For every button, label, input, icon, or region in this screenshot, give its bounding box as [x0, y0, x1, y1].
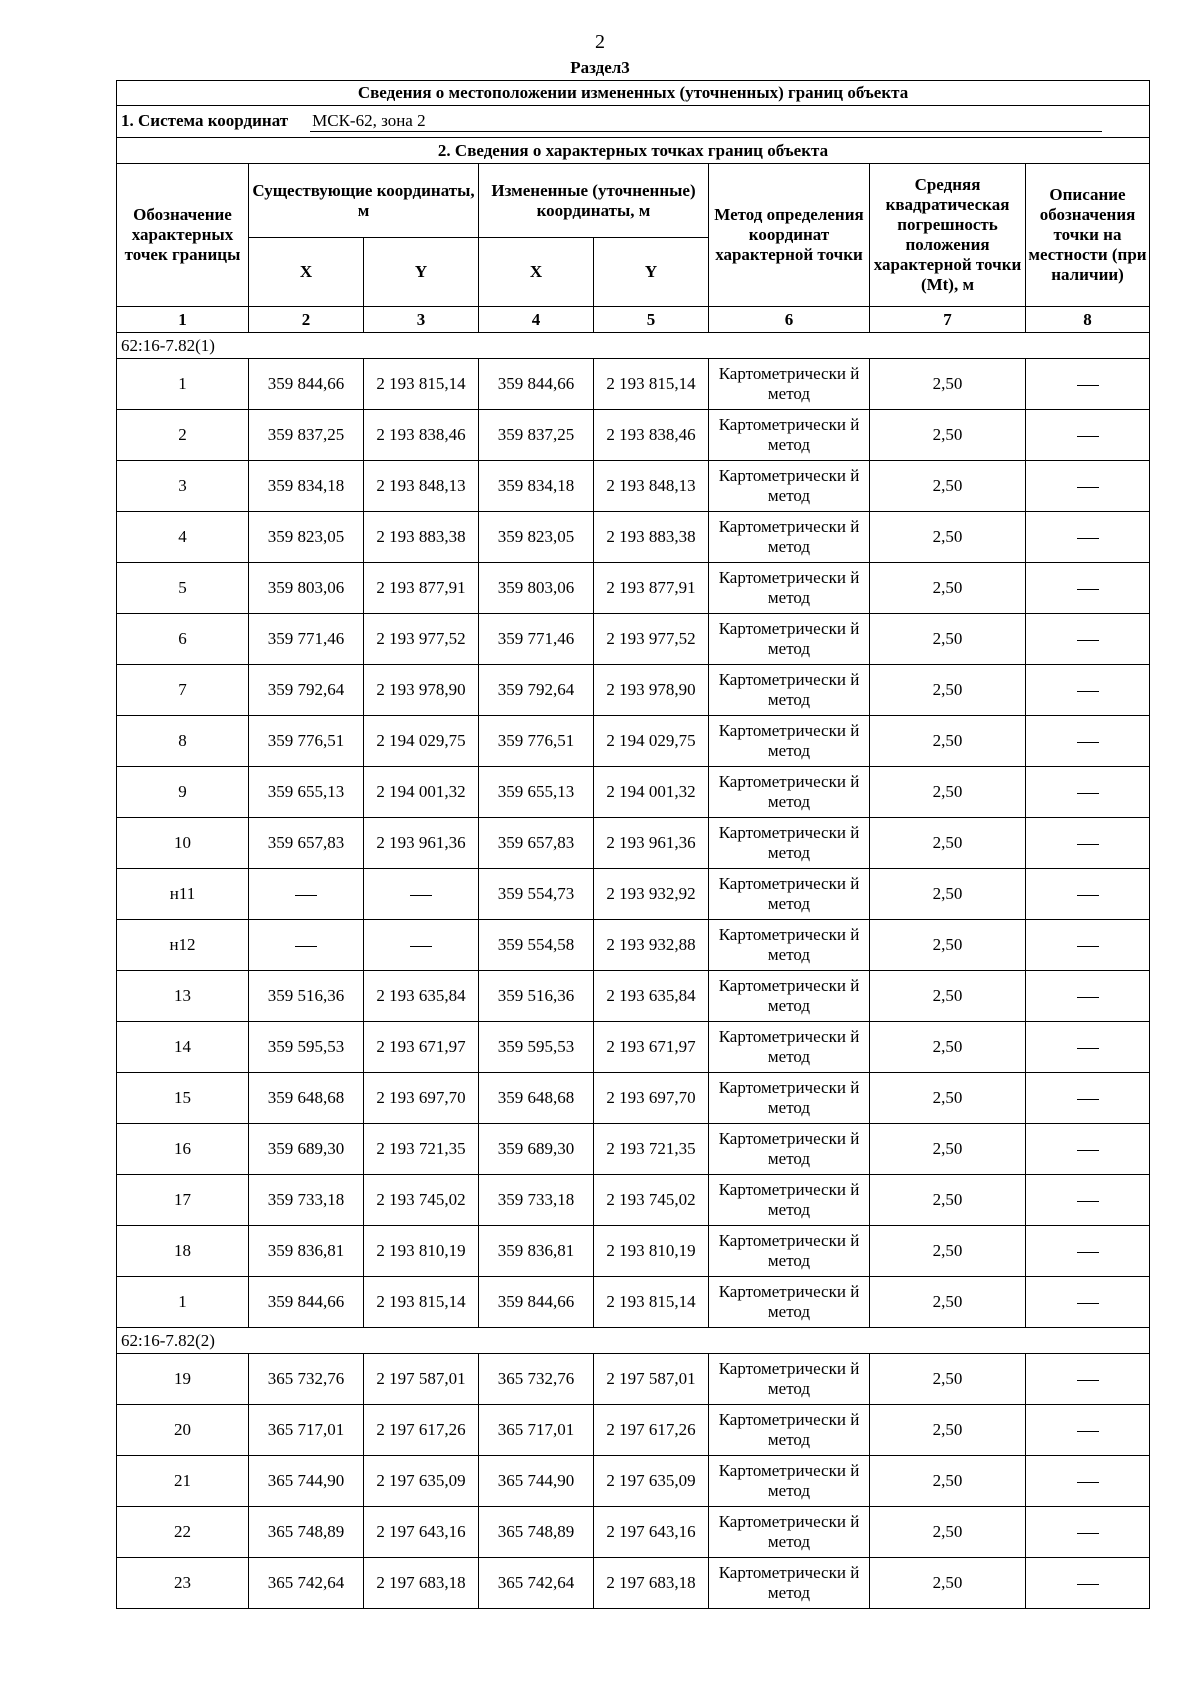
existing-y: 2 193 635,84: [364, 971, 479, 1022]
existing-x: 359 776,51: [249, 716, 364, 767]
description: [1026, 1124, 1150, 1175]
existing-y: 2 193 978,90: [364, 665, 479, 716]
point-number: 9: [117, 767, 249, 818]
description: [1026, 920, 1150, 971]
error-mt: 2,50: [870, 1354, 1026, 1405]
table-row: [117, 1507, 1150, 1558]
boundary-points-table: [116, 80, 1150, 1609]
description: [1026, 410, 1150, 461]
error-mt: 2,50: [870, 512, 1026, 563]
error-mt: 2,50: [870, 971, 1026, 1022]
header-existing-y: Y: [364, 238, 479, 307]
existing-y: 2 193 815,14: [364, 1277, 479, 1328]
changed-x: 359 836,81: [479, 1226, 594, 1277]
points-section-title: 2. Сведения о характерных точках границ объекта: [117, 138, 1150, 164]
table-row: [117, 1073, 1150, 1124]
existing-x: 359 655,13: [249, 767, 364, 818]
existing-x: [249, 869, 364, 920]
header-changed-y: Y: [594, 238, 709, 307]
changed-y: 2 193 961,36: [594, 818, 709, 869]
dash-mark: [1077, 1150, 1099, 1151]
table-title: Сведения о местоположении измененных (уточненных) границ объекта: [117, 81, 1150, 106]
existing-y: 2 197 635,09: [364, 1456, 479, 1507]
table-row: [117, 716, 1150, 767]
method: Картометрически й метод: [709, 1175, 870, 1226]
method: Картометрически й метод: [709, 1456, 870, 1507]
description: [1026, 971, 1150, 1022]
changed-x: 359 655,13: [479, 767, 594, 818]
point-number: 21: [117, 1456, 249, 1507]
changed-y: 2 193 883,38: [594, 512, 709, 563]
point-number: 23: [117, 1558, 249, 1609]
error-mt: 2,50: [870, 1226, 1026, 1277]
group-header-row: [117, 1328, 1150, 1354]
header-description: Описание обозначения точки на местности (при наличии): [1026, 164, 1150, 307]
header-existing-x: X: [249, 238, 364, 307]
error-mt: 2,50: [870, 614, 1026, 665]
table-row: [117, 1226, 1150, 1277]
changed-x: 359 823,05: [479, 512, 594, 563]
point-number: 17: [117, 1175, 249, 1226]
description: [1026, 767, 1150, 818]
dash-mark: [1077, 538, 1099, 539]
point-number: 1: [117, 359, 249, 410]
table-row: [117, 1175, 1150, 1226]
description: [1026, 1226, 1150, 1277]
existing-x: 359 823,05: [249, 512, 364, 563]
changed-x: 365 748,89: [479, 1507, 594, 1558]
col-number: 3: [364, 307, 479, 333]
error-mt: 2,50: [870, 716, 1026, 767]
changed-x: 365 732,76: [479, 1354, 594, 1405]
method: Картометрически й метод: [709, 1354, 870, 1405]
col-number: 6: [709, 307, 870, 333]
description: [1026, 869, 1150, 920]
point-number: 10: [117, 818, 249, 869]
existing-y: 2 193 810,19: [364, 1226, 479, 1277]
column-numbers-row: [117, 307, 1150, 333]
point-number: 19: [117, 1354, 249, 1405]
error-mt: 2,50: [870, 1507, 1026, 1558]
existing-y: 2 193 697,70: [364, 1073, 479, 1124]
group-label: 62:16-7.82(1): [117, 333, 1150, 359]
method: Картометрически й метод: [709, 1277, 870, 1328]
changed-y: 2 193 977,52: [594, 614, 709, 665]
changed-x: 359 689,30: [479, 1124, 594, 1175]
dash-mark: [295, 946, 317, 947]
point-number: 8: [117, 716, 249, 767]
changed-y: 2 194 001,32: [594, 767, 709, 818]
table-row: [117, 461, 1150, 512]
dash-mark: [1077, 1201, 1099, 1202]
method: Картометрически й метод: [709, 512, 870, 563]
method: Картометрически й метод: [709, 1124, 870, 1175]
description: [1026, 818, 1150, 869]
point-number: 20: [117, 1405, 249, 1456]
existing-y: 2 193 848,13: [364, 461, 479, 512]
error-mt: 2,50: [870, 461, 1026, 512]
existing-x: 359 657,83: [249, 818, 364, 869]
table-row: [117, 1022, 1150, 1073]
table-row: [117, 410, 1150, 461]
point-number: 2: [117, 410, 249, 461]
existing-y: 2 193 721,35: [364, 1124, 479, 1175]
existing-y: 2 197 643,16: [364, 1507, 479, 1558]
existing-x: 365 744,90: [249, 1456, 364, 1507]
dash-mark: [1077, 1584, 1099, 1585]
table-row: [117, 1124, 1150, 1175]
changed-y: 2 193 877,91: [594, 563, 709, 614]
point-number: 3: [117, 461, 249, 512]
header-designation: Обозначение характерных точек границы: [117, 164, 249, 307]
header-changed-x: X: [479, 238, 594, 307]
existing-x: 359 648,68: [249, 1073, 364, 1124]
point-number: 13: [117, 971, 249, 1022]
changed-y: 2 197 643,16: [594, 1507, 709, 1558]
point-number: 1: [117, 1277, 249, 1328]
error-mt: 2,50: [870, 1277, 1026, 1328]
table-row: [117, 1277, 1150, 1328]
description: [1026, 1507, 1150, 1558]
method: Картометрически й метод: [709, 665, 870, 716]
method: Картометрически й метод: [709, 869, 870, 920]
method: Картометрически й метод: [709, 818, 870, 869]
existing-x: [249, 920, 364, 971]
changed-x: 359 648,68: [479, 1073, 594, 1124]
description: [1026, 1558, 1150, 1609]
description: [1026, 1456, 1150, 1507]
changed-y: 2 197 683,18: [594, 1558, 709, 1609]
coord-system-label: 1. Система координат: [121, 111, 289, 130]
changed-y: 2 197 617,26: [594, 1405, 709, 1456]
group-label: 62:16-7.82(2): [117, 1328, 1150, 1354]
error-mt: 2,50: [870, 1175, 1026, 1226]
table-row: [117, 512, 1150, 563]
changed-y: 2 193 978,90: [594, 665, 709, 716]
description: [1026, 563, 1150, 614]
changed-y: 2 193 635,84: [594, 971, 709, 1022]
description: [1026, 1022, 1150, 1073]
method: Картометрически й метод: [709, 1507, 870, 1558]
error-mt: 2,50: [870, 1558, 1026, 1609]
existing-x: 359 733,18: [249, 1175, 364, 1226]
method: Картометрически й метод: [709, 614, 870, 665]
existing-x: 359 834,18: [249, 461, 364, 512]
existing-y: 2 197 617,26: [364, 1405, 479, 1456]
page-number: 2: [595, 31, 605, 53]
col-number: 2: [249, 307, 364, 333]
col-number: 4: [479, 307, 594, 333]
error-mt: 2,50: [870, 869, 1026, 920]
existing-y: 2 197 587,01: [364, 1354, 479, 1405]
header-existing-coords: Существующие координаты, м: [249, 164, 479, 238]
existing-x: 359 836,81: [249, 1226, 364, 1277]
existing-x: 365 748,89: [249, 1507, 364, 1558]
changed-x: 359 844,66: [479, 1277, 594, 1328]
dash-mark: [295, 895, 317, 896]
existing-y: 2 194 029,75: [364, 716, 479, 767]
table-row: [117, 767, 1150, 818]
description: [1026, 1405, 1150, 1456]
description: [1026, 1354, 1150, 1405]
dash-mark: [1077, 742, 1099, 743]
table-row: [117, 665, 1150, 716]
dash-mark: [1077, 1303, 1099, 1304]
dash-mark: [1077, 1431, 1099, 1432]
table-row: [117, 1456, 1150, 1507]
dash-mark: [1077, 1099, 1099, 1100]
existing-x: 359 792,64: [249, 665, 364, 716]
method: Картометрически й метод: [709, 1022, 870, 1073]
method: Картометрически й метод: [709, 716, 870, 767]
changed-x: 359 657,83: [479, 818, 594, 869]
table-row: [117, 1354, 1150, 1405]
changed-y: 2 197 635,09: [594, 1456, 709, 1507]
changed-y: 2 193 697,70: [594, 1073, 709, 1124]
existing-y: 2 194 001,32: [364, 767, 479, 818]
error-mt: 2,50: [870, 767, 1026, 818]
description: [1026, 1175, 1150, 1226]
changed-x: 359 837,25: [479, 410, 594, 461]
method: Картометрически й метод: [709, 767, 870, 818]
changed-x: 359 733,18: [479, 1175, 594, 1226]
changed-y: 2 197 587,01: [594, 1354, 709, 1405]
existing-x: 365 742,64: [249, 1558, 364, 1609]
dash-mark: [1077, 1252, 1099, 1253]
method: Картометрически й метод: [709, 563, 870, 614]
existing-y: 2 193 838,46: [364, 410, 479, 461]
changed-y: 2 193 932,88: [594, 920, 709, 971]
dash-mark: [1077, 895, 1099, 896]
header-method: Метод определения координат характерной точки: [709, 164, 870, 307]
method: Картометрически й метод: [709, 1405, 870, 1456]
point-number: н11: [117, 869, 249, 920]
changed-y: 2 193 721,35: [594, 1124, 709, 1175]
description: [1026, 716, 1150, 767]
existing-x: 359 837,25: [249, 410, 364, 461]
point-number: 14: [117, 1022, 249, 1073]
changed-x: 365 717,01: [479, 1405, 594, 1456]
table-row: [117, 359, 1150, 410]
existing-y: [364, 920, 479, 971]
dash-mark: [1077, 589, 1099, 590]
error-mt: 2,50: [870, 410, 1026, 461]
changed-x: 365 744,90: [479, 1456, 594, 1507]
changed-y: 2 193 815,14: [594, 359, 709, 410]
point-number: 22: [117, 1507, 249, 1558]
existing-y: 2 193 877,91: [364, 563, 479, 614]
changed-x: 359 844,66: [479, 359, 594, 410]
existing-y: 2 193 883,38: [364, 512, 479, 563]
changed-x: 359 834,18: [479, 461, 594, 512]
error-mt: 2,50: [870, 1456, 1026, 1507]
changed-y: 2 194 029,75: [594, 716, 709, 767]
col-number: 7: [870, 307, 1026, 333]
point-number: 15: [117, 1073, 249, 1124]
table-row: [117, 869, 1150, 920]
description: [1026, 614, 1150, 665]
changed-x: 359 595,53: [479, 1022, 594, 1073]
changed-x: 359 771,46: [479, 614, 594, 665]
method: Картометрически й метод: [709, 920, 870, 971]
section-title: Раздел3: [570, 58, 630, 77]
dash-mark: [1077, 436, 1099, 437]
col-number: 5: [594, 307, 709, 333]
col-number: 8: [1026, 307, 1150, 333]
description: [1026, 359, 1150, 410]
existing-x: 359 771,46: [249, 614, 364, 665]
table-row: [117, 614, 1150, 665]
dash-mark: [410, 946, 432, 947]
existing-x: 365 717,01: [249, 1405, 364, 1456]
method: Картометрически й метод: [709, 410, 870, 461]
changed-y: 2 193 810,19: [594, 1226, 709, 1277]
error-mt: 2,50: [870, 818, 1026, 869]
table-row: [117, 1558, 1150, 1609]
table-row: [117, 971, 1150, 1022]
dash-mark: [1077, 1533, 1099, 1534]
error-mt: 2,50: [870, 1073, 1026, 1124]
description: [1026, 512, 1150, 563]
description: [1026, 461, 1150, 512]
existing-x: 359 803,06: [249, 563, 364, 614]
dash-mark: [1077, 640, 1099, 641]
error-mt: 2,50: [870, 563, 1026, 614]
point-number: 16: [117, 1124, 249, 1175]
description: [1026, 1073, 1150, 1124]
changed-y: 2 193 745,02: [594, 1175, 709, 1226]
table-row: [117, 818, 1150, 869]
existing-y: 2 193 815,14: [364, 359, 479, 410]
coord-system-row: [117, 106, 1150, 138]
error-mt: 2,50: [870, 1124, 1026, 1175]
method: Картометрически й метод: [709, 359, 870, 410]
changed-y: 2 193 815,14: [594, 1277, 709, 1328]
error-mt: 2,50: [870, 665, 1026, 716]
point-number: 4: [117, 512, 249, 563]
table-row: [117, 920, 1150, 971]
existing-y: 2 197 683,18: [364, 1558, 479, 1609]
group-header-row: [117, 333, 1150, 359]
dash-mark: [1077, 997, 1099, 998]
changed-y: 2 193 848,13: [594, 461, 709, 512]
error-mt: 2,50: [870, 1022, 1026, 1073]
col-number: 1: [117, 307, 249, 333]
header-error: Средняя квадратическая погрешность положения характерной точки (Mt), м: [870, 164, 1026, 307]
table-row: [117, 563, 1150, 614]
point-number: н12: [117, 920, 249, 971]
point-number: 6: [117, 614, 249, 665]
method: Картометрически й метод: [709, 971, 870, 1022]
changed-y: 2 193 932,92: [594, 869, 709, 920]
existing-x: 359 844,66: [249, 1277, 364, 1328]
method: Картометрически й метод: [709, 1073, 870, 1124]
changed-x: 359 803,06: [479, 563, 594, 614]
dash-mark: [1077, 1482, 1099, 1483]
error-mt: 2,50: [870, 359, 1026, 410]
method: Картометрически й метод: [709, 1558, 870, 1609]
changed-y: 2 193 838,46: [594, 410, 709, 461]
existing-y: 2 193 961,36: [364, 818, 479, 869]
dash-mark: [410, 895, 432, 896]
changed-x: 359 554,73: [479, 869, 594, 920]
existing-y: [364, 869, 479, 920]
existing-y: 2 193 977,52: [364, 614, 479, 665]
point-number: 18: [117, 1226, 249, 1277]
changed-y: 2 193 671,97: [594, 1022, 709, 1073]
changed-x: 359 792,64: [479, 665, 594, 716]
existing-y: 2 193 745,02: [364, 1175, 479, 1226]
header-changed-coords: Измененные (уточненные) координаты, м: [479, 164, 709, 238]
table-row: [117, 1405, 1150, 1456]
changed-x: 365 742,64: [479, 1558, 594, 1609]
error-mt: 2,50: [870, 1405, 1026, 1456]
description: [1026, 665, 1150, 716]
existing-y: 2 193 671,97: [364, 1022, 479, 1073]
existing-x: 359 844,66: [249, 359, 364, 410]
dash-mark: [1077, 487, 1099, 488]
dash-mark: [1077, 946, 1099, 947]
dash-mark: [1077, 1380, 1099, 1381]
dash-mark: [1077, 385, 1099, 386]
existing-x: 359 595,53: [249, 1022, 364, 1073]
error-mt: 2,50: [870, 920, 1026, 971]
point-number: 7: [117, 665, 249, 716]
dash-mark: [1077, 1048, 1099, 1049]
existing-x: 365 732,76: [249, 1354, 364, 1405]
changed-x: 359 516,36: [479, 971, 594, 1022]
dash-mark: [1077, 691, 1099, 692]
dash-mark: [1077, 844, 1099, 845]
existing-x: 359 516,36: [249, 971, 364, 1022]
changed-x: 359 554,58: [479, 920, 594, 971]
changed-x: 359 776,51: [479, 716, 594, 767]
description: [1026, 1277, 1150, 1328]
coord-system-value: МСК-62, зона 2: [310, 111, 1102, 132]
method: Картометрически й метод: [709, 1226, 870, 1277]
method: Картометрически й метод: [709, 461, 870, 512]
dash-mark: [1077, 793, 1099, 794]
point-number: 5: [117, 563, 249, 614]
existing-x: 359 689,30: [249, 1124, 364, 1175]
